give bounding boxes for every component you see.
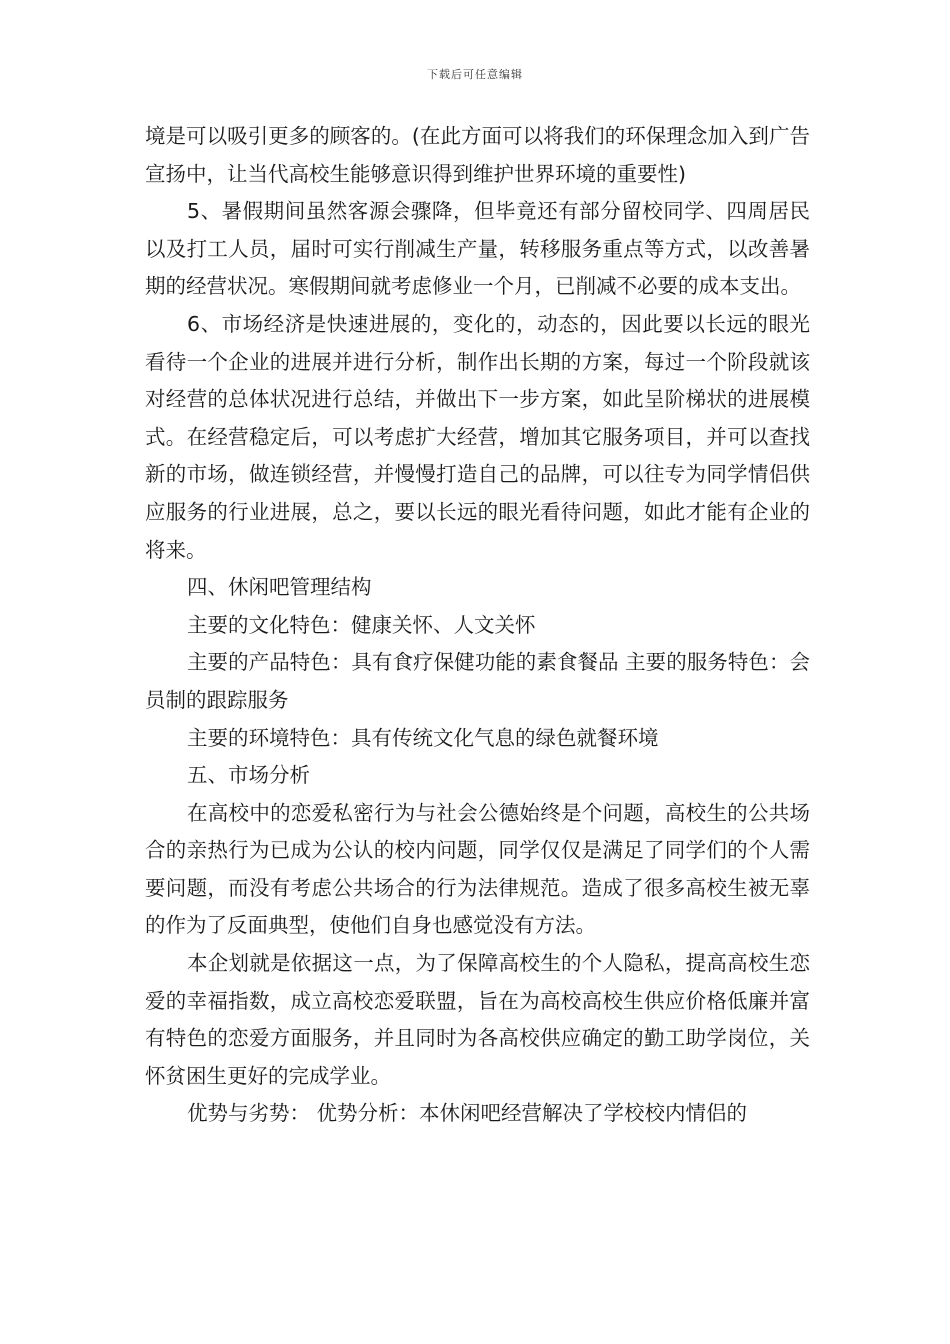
paragraph-swot: 优势与劣势： 优势分析：本休闲吧经营解决了学校校内情侣的 <box>187 1101 748 1126</box>
paragraph-market-1: 在高校中的恋爱私密行为与社会公德始终是个问题，高校生的公共场合的亲热行为已成为公认的校内问题，同学仅仅是满足了同学们的个人需要问题，而没有考虑公共场合的行为法律规范。造成了很多高校生被无辜的作为了反面典型，使他们自身也感觉没有方法。 <box>145 800 810 938</box>
paragraph-3: 6、市场经济是快速进展的，变化的，动态的，因此要以长远的眼光看待一个企业的进展并进行分析，制作出长期的方案，每过一个阶段就该对经营的总体状况进行总结，并做出下一步方案，如此呈阶梯状的进展模式。在经营稳定后，可以考虑扩大经营，增加其它服务项目，并可以查找新的市场，做连锁经营，并慢慢打造自己的品牌，可以往专为同学情侣供应服务的行业进展，总之，要以长远的眼光看待问题，如此才能有企业的将来。 <box>145 311 810 562</box>
paragraph-culture-feature: 主要的文化特色：健康关怀、人文关怀 <box>187 612 536 637</box>
page-header: 下载后可任意编辑 <box>427 68 523 81</box>
section-heading-management: 四、休闲吧管理结构 <box>187 575 372 600</box>
document-body <box>145 118 810 1133</box>
paragraph-environment-feature: 主要的环境特色：具有传统文化气息的绿色就餐环境 <box>187 725 659 750</box>
paragraph-2: 5、暑假期间虽然客源会骤降，但毕竟还有部分留校同学、四周居民以及打工人员，届时可实行削减生产量，转移服务重点等方式，以改善暑期的经营状况。寒假期间就考虑修业一个月，已削减不必要的成本支出。 <box>145 199 810 299</box>
paragraph-market-2: 本企划就是依据这一点，为了保障高校生的个人隐私，提高高校生恋爱的幸福指数，成立高校恋爱联盟，旨在为高校高校生供应价格低廉并富有特色的恋爱方面服务，并且同时为各高校供应确定的勤工助学岗位，关怀贫困生更好的完成学业。 <box>145 951 810 1088</box>
paragraph-1: 境是可以吸引更多的顾客的。(在此方面可以将我们的环保理念加入到广告宣扬中，让当代高校生能够意识得到维护世界环境的重要性) <box>145 124 810 186</box>
section-heading-market: 五、市场分析 <box>187 763 310 788</box>
paragraph-product-feature: 主要的产品特色：具有食疗保健功能的素食餐品 主要的服务特色：会员制的跟踪服务 <box>145 650 810 712</box>
